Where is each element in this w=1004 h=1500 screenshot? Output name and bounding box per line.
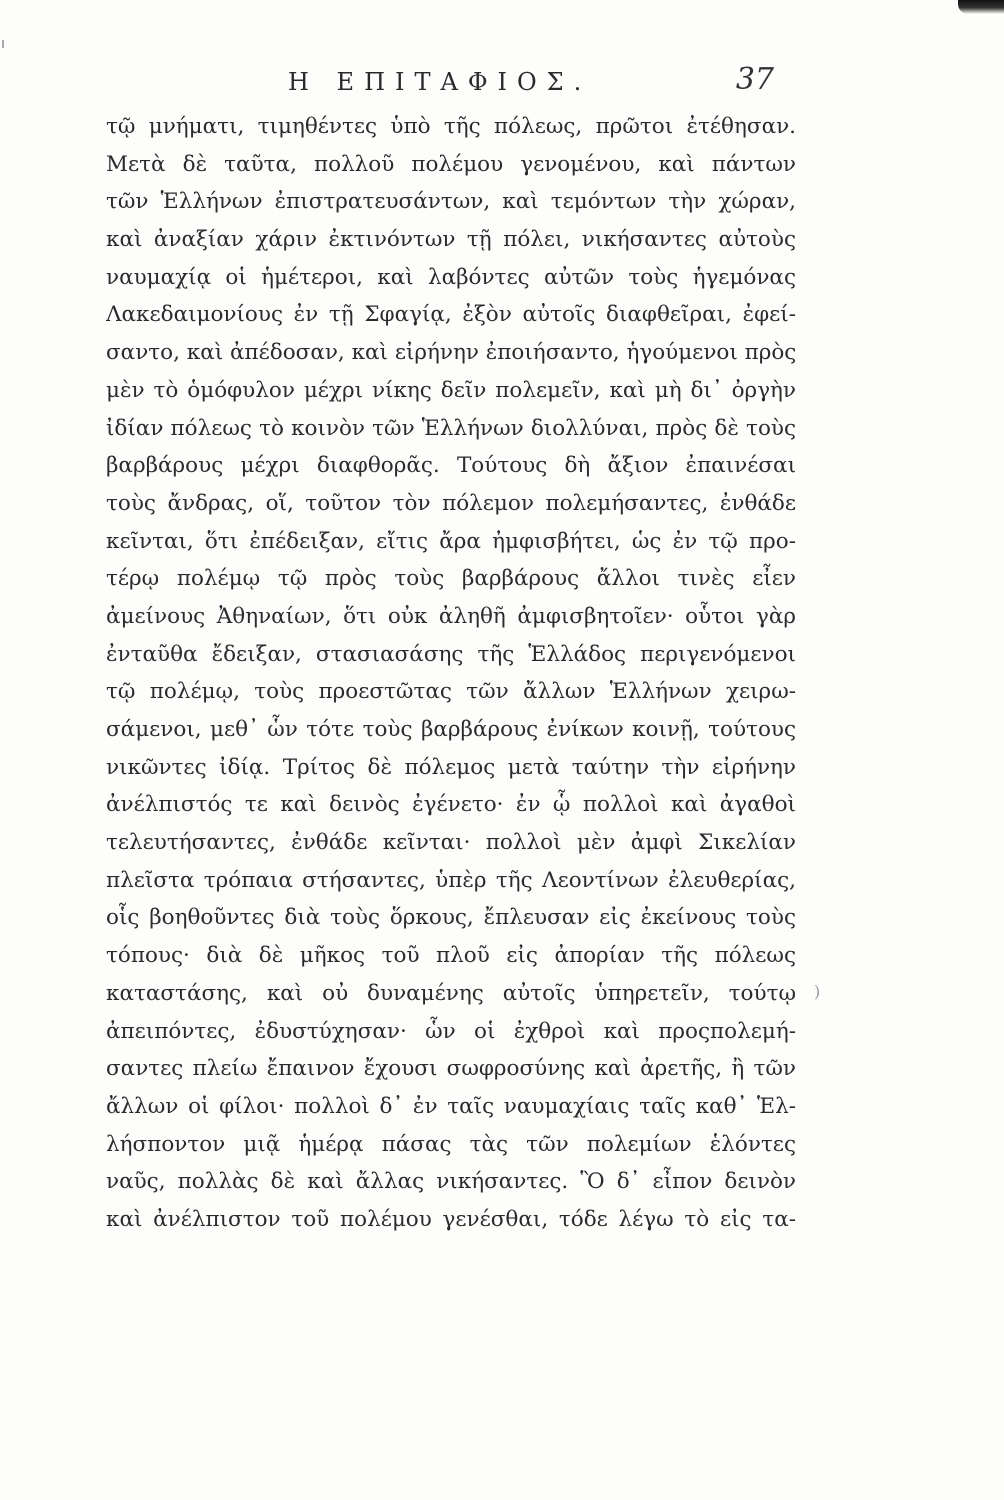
page-number: 37: [735, 62, 774, 97]
text-line: τῷ μνήματι, τιμηθέντες ὑπὸ τῆς πόλεως, πρῶτοι ἐτέθησαν.: [106, 114, 796, 139]
text-line: κεῖνται, ὅτι ἐπέδειξαν, εἴτις ἄρα ἠμφισβήτει, ὡς ἐν τῷ προ-: [106, 528, 796, 554]
text-line: πλεῖστα τρόπαια στήσαντες, ὑπὲρ τῆς Λεοντίνων ἐλευθερίας,: [106, 867, 796, 893]
text-line: τῶν Ἑλλήνων ἐπιστρατευσάντων, καὶ τεμόντων τὴν χώραν,: [106, 189, 796, 215]
margin-mark: ): [814, 982, 821, 1001]
text-line: τῷ πολέμῳ, τοὺς προεστῶτας τῶν ἄλλων Ἑλλήνων χειρω-: [106, 679, 796, 705]
text-line: ἄλλων οἱ φίλοι· πολλοὶ δ᾽ ἐν ταῖς ναυμαχίαις ταῖς καθ᾽ Ἑλ-: [106, 1093, 796, 1119]
running-title: Η ΕΠΙΤΑΦΙΟΣ.: [288, 68, 592, 96]
text-line: ἀμείνους Ἀθηναίων, ὅτι οὐκ ἀληθῆ ἀμφισβητοῖεν· οὗτοι γὰρ: [106, 603, 796, 629]
text-line: ναῦς, πολλὰς δὲ καὶ ἄλλας νικήσαντες. Ὃ δ᾽ εἶπον δεινὸν: [106, 1169, 796, 1195]
text-line: ἀπειπόντες, ἐδυστύχησαν· ὧν οἱ ἐχθροὶ καὶ προςπολεμή-: [106, 1018, 796, 1044]
scan-edge-shadow: [958, 0, 1004, 14]
text-line: νικῶντες ἰδίᾳ. Τρίτος δὲ πόλεμος μετὰ ταύτην τὴν εἰρήνην: [106, 754, 796, 780]
scan-edge-mark: [2, 40, 4, 48]
text-line: ἰδίαν πόλεως τὸ κοινὸν τῶν Ἑλλήνων διολλύναι, πρὸς δὲ τοὺς: [106, 415, 796, 441]
text-line: καὶ ἀναξίαν χάριν ἐκτινόντων τῇ πόλει, νικήσαντες αὐτοὺς: [106, 227, 796, 253]
text-line: σαντες πλείω ἔπαινον ἔχουσι σωφροσύνης καὶ ἀρετῆς, ἢ τῶν: [106, 1056, 796, 1082]
text-line: λήσποντον μιᾷ ἡμέρᾳ πάσας τὰς τῶν πολεμίων ἑλόντες: [106, 1131, 796, 1157]
text-line: τόπους· διὰ δὲ μῆκος τοῦ πλοῦ εἰς ἀπορίαν τῆς πόλεως: [106, 943, 796, 969]
text-line: μὲν τὸ ὁμόφυλον μέχρι νίκης δεῖν πολεμεῖν, καὶ μὴ δι᾽ ὀργὴν: [106, 377, 796, 403]
text-line: τέρῳ πολέμῳ τῷ πρὸς τοὺς βαρβάρους ἄλλοι τινὲς εἶεν: [106, 566, 796, 592]
text-line: καὶ ἀνέλπιστον τοῦ πολέμου γενέσθαι, τόδε λέγω τὸ εἰς τα-: [106, 1206, 796, 1232]
text-line: ἀνέλπιστός τε καὶ δεινὸς ἐγένετο· ἐν ᾧ πολλοὶ καὶ ἀγαθοὶ: [106, 792, 796, 818]
text-line: βαρβάρους μέχρι διαφθορᾶς. Τούτους δὴ ἄξιον ἐπαινέσαι: [106, 453, 796, 479]
text-line: Λακεδαιμονίους ἐν τῇ Σφαγίᾳ, ἐξὸν αὐτοῖς διαφθεῖραι, ἐφεί-: [106, 302, 796, 328]
text-line: ἐνταῦθα ἔδειξαν, στασιασάσης τῆς Ἑλλάδος περιγενόμενοι: [106, 641, 796, 667]
text-line: τελευτήσαντες, ἐνθάδε κεῖνται· πολλοὶ μὲν ἀμφὶ Σικελίαν: [106, 830, 796, 856]
text-line: οἷς βοηθοῦντες διὰ τοὺς ὅρκους, ἔπλευσαν εἰς ἐκείνους τοὺς: [106, 905, 796, 931]
page-header: [110, 62, 780, 102]
text-line: καταστάσης, καὶ οὐ δυναμένης αὐτοῖς ὑπηρετεῖν, τούτῳ: [106, 980, 796, 1006]
text-line: τοὺς ἄνδρας, οἵ, τοῦτον τὸν πόλεμον πολεμήσαντες, ἐνθάδε: [106, 490, 796, 516]
text-line: ναυμαχίᾳ οἱ ἡμέτεροι, καὶ λαβόντες αὐτῶν τοὺς ἡγεμόνας: [106, 264, 796, 290]
text-line: σαντο, καὶ ἀπέδοσαν, καὶ εἰρήνην ἐποιήσαντο, ἡγούμενοι πρὸς: [106, 340, 796, 366]
body-text: [106, 108, 796, 1239]
text-line: σάμενοι, μεθ᾽ ὧν τότε τοὺς βαρβάρους ἐνίκων κοινῇ, τούτους: [106, 717, 796, 742]
text-line: Μετὰ δὲ ταῦτα, πολλοῦ πολέμου γενομένου, καὶ πάντων: [106, 151, 796, 177]
